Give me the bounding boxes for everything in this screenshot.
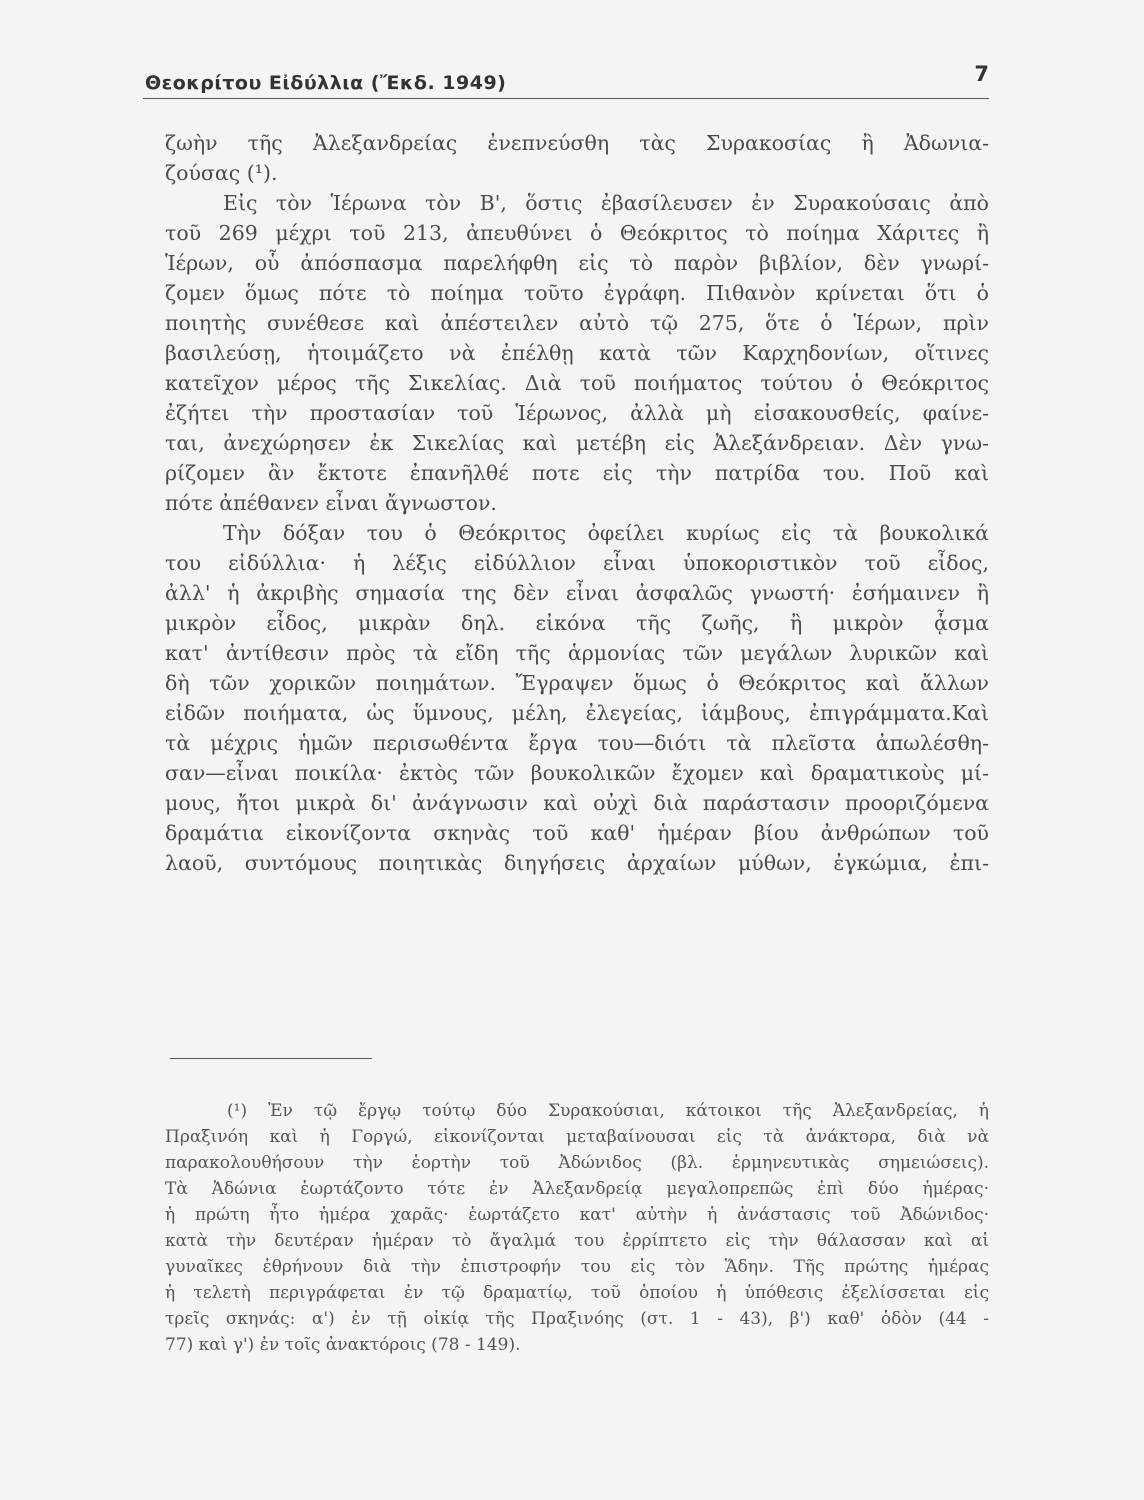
- footnote-line: γυναῖκες ἐθρήνουν διὰ τὴν ἐπιστροφήν του εἰς τὸν Ἅδην. Τῆς πρώτης ἡμέρας: [165, 1257, 989, 1277]
- text-line: μους, ἤτοι μικρὰ δι' ἀνάγνωσιν καὶ οὐχὶ διὰ παράστασιν προοριζόμενα: [165, 791, 989, 815]
- running-header: [143, 62, 989, 99]
- text-line: ἀλλ' ἡ ἀκριβὴς σημασία της δὲν εἶναι ἀσφαλῶς γνωστή· ἐσήμαινεν ἢ: [165, 581, 989, 605]
- footnote-line: κατὰ τὴν δευτέραν ἡμέραν τὸ ἄγαλμά του ἐρρίπτετο εἰς τὴν θάλασσαν καὶ αἱ: [165, 1231, 989, 1251]
- footnote-line: 77) καὶ γ') ἐν τοῖς ἀνακτόροις (78 - 149).: [165, 1335, 521, 1355]
- footnote-line: Τὰ Ἀδώνια ἑωρτάζοντο τότε ἐν Ἀλεξανδρείᾳ μεγαλοπρεπῶς ἐπὶ δύο ἡμέρας·: [165, 1179, 989, 1199]
- text-line: ποιητὴς συνέθεσε καὶ ἀπέστειλεν αὐτὸ τῷ 275, ὅτε ὁ Ἱέρων, πρὶν: [165, 311, 989, 335]
- text-line: ζωὴν τῆς Ἀλεξανδρείας ἐνεπνεύσθη τὰς Συρακοσίας ἢ Ἀδωνια-: [165, 131, 989, 155]
- paragraph-3: [165, 518, 989, 878]
- footnote-divider: [170, 1058, 372, 1059]
- text-line: δὴ τῶν χορικῶν ποιημάτων. Ἔγραψεν ὅμως ὁ Θεόκριτος καὶ ἄλλων: [165, 671, 989, 695]
- text-line: τοῦ 269 μέχρι τοῦ 213, ἀπευθύνει ὁ Θεόκριτος τὸ ποίημα Χάριτες ἢ: [165, 221, 989, 245]
- text-line: κατεῖχον μέρος τῆς Σικελίας. Διὰ τοῦ ποιήματος τούτου ὁ Θεόκριτος: [165, 371, 989, 395]
- paragraph-2: [165, 188, 989, 518]
- footnote-line: ἡ πρώτη ἦτο ἡμέρα χαρᾶς· ἑωρτάζετο κατ' αὐτὴν ἡ ἀνάστασις τοῦ Ἀδώνιδος·: [165, 1205, 989, 1225]
- text-line: Τὴν δόξαν του ὁ Θεόκριτος ὀφείλει κυρίως εἰς τὰ βουκολικά: [223, 521, 989, 545]
- text-line: Εἰς τὸν Ἱέρωνα τὸν Β', ὅστις ἐβασίλευσεν ἐν Συρακούσαις ἀπὸ: [223, 191, 989, 215]
- text-line: ζούσας (¹).: [165, 161, 278, 185]
- text-line: λαοῦ, συντόμους ποιητικὰς διηγήσεις ἀρχαίων μύθων, ἐγκώμια, ἐπι-: [165, 851, 989, 875]
- text-line: ἐζήτει τὴν προστασίαν τοῦ Ἱέρωνος, ἀλλὰ μὴ εἰσακουσθείς, φαίνε-: [165, 401, 989, 425]
- text-line: βασιλεύσῃ, ἡτοιμάζετο νὰ ἐπέλθῃ κατὰ τῶν Καρχηδονίων, οἵτινες: [165, 341, 989, 365]
- footnote-line: παρακολουθήσουν τὴν ἑορτὴν τοῦ Ἀδώνιδος (βλ. ἑρμηνευτικὰς σημειώσεις).: [165, 1153, 989, 1173]
- footnote-line: ἡ τελετὴ περιγράφεται ἐν τῷ δραματίῳ, τοῦ ὁποίου ἡ ὑπόθεσις ἐξελίσσεται εἰς: [165, 1283, 989, 1303]
- text-line: πότε ἀπέθανεν εἶναι ἄγνωστον.: [165, 491, 497, 515]
- page-number: 7: [974, 62, 989, 86]
- text-line: ζομεν ὅμως πότε τὸ ποίημα τοῦτο ἐγράφη. Πιθανὸν κρίνεται ὅτι ὁ: [165, 281, 989, 305]
- text-line: του εἰδύλλια· ἡ λέξις εἰδύλλιον εἶναι ὑποκοριστικὸν τοῦ εἶδος,: [165, 551, 989, 575]
- text-line: μικρὸν εἶδος, μικρὰν δηλ. εἰκόνα τῆς ζωῆς, ἢ μικρὸν ᾆσμα: [165, 611, 989, 635]
- text-line: δραμάτια εἰκονίζοντα σκηνὰς τοῦ καθ' ἡμέραν βίου ἀνθρώπων τοῦ: [165, 821, 989, 845]
- text-line: σαν—εἶναι ποικίλα· ἐκτὸς τῶν βουκολικῶν ἔχομεν καὶ δραματικοὺς μί-: [165, 761, 989, 785]
- footnote-line: (¹) Ἐν τῷ ἔργῳ τούτῳ δύο Συρακούσιαι, κάτοικοι τῆς Ἀλεξανδρείας, ἡ: [227, 1101, 989, 1121]
- running-title: Θεοκρίτου Εἰδύλλια (Ἔκδ. 1949): [145, 72, 507, 94]
- text-line: κατ' ἀντίθεσιν πρὸς τὰ εἴδη τῆς ἁρμονίας τῶν μεγάλων λυρικῶν καὶ: [165, 641, 989, 665]
- text-line: Ἱέρων, οὗ ἀπόσπασμα παρελήφθη εἰς τὸ παρὸν βιβλίον, δὲν γνωρί-: [165, 251, 989, 275]
- text-line: ται, ἀνεχώρησεν ἐκ Σικελίας καὶ μετέβη εἰς Ἀλεξάνδρειαν. Δὲν γνω-: [165, 431, 989, 455]
- paragraph-1: [165, 128, 989, 188]
- text-line: εἰδῶν ποιήματα, ὡς ὕμνους, μέλη, ἐλεγείας, ἰάμβους, ἐπιγράμματα.Καὶ: [165, 701, 989, 725]
- body-text: [165, 128, 989, 878]
- text-line: ρίζομεν ἂν ἔκτοτε ἐπανῆλθέ ποτε εἰς τὴν πατρίδα του. Ποῦ καὶ: [165, 461, 989, 485]
- footnote: [165, 1098, 989, 1358]
- footnote-line: τρεῖς σκηνάς: α') ἐν τῇ οἰκίᾳ τῆς Πραξινόης (στ. 1 - 43), β') καθ' ὁδὸν (44 -: [165, 1309, 989, 1329]
- footnote-line: Πραξινόη καὶ ἡ Γοργώ, εἰκονίζονται μεταβαίνουσαι εἰς τὰ ἀνάκτορα, διὰ νὰ: [165, 1127, 989, 1147]
- text-line: τὰ μέχρις ἡμῶν περισωθέντα ἔργα του—διότι τὰ πλεῖστα ἀπωλέσθη-: [165, 731, 989, 755]
